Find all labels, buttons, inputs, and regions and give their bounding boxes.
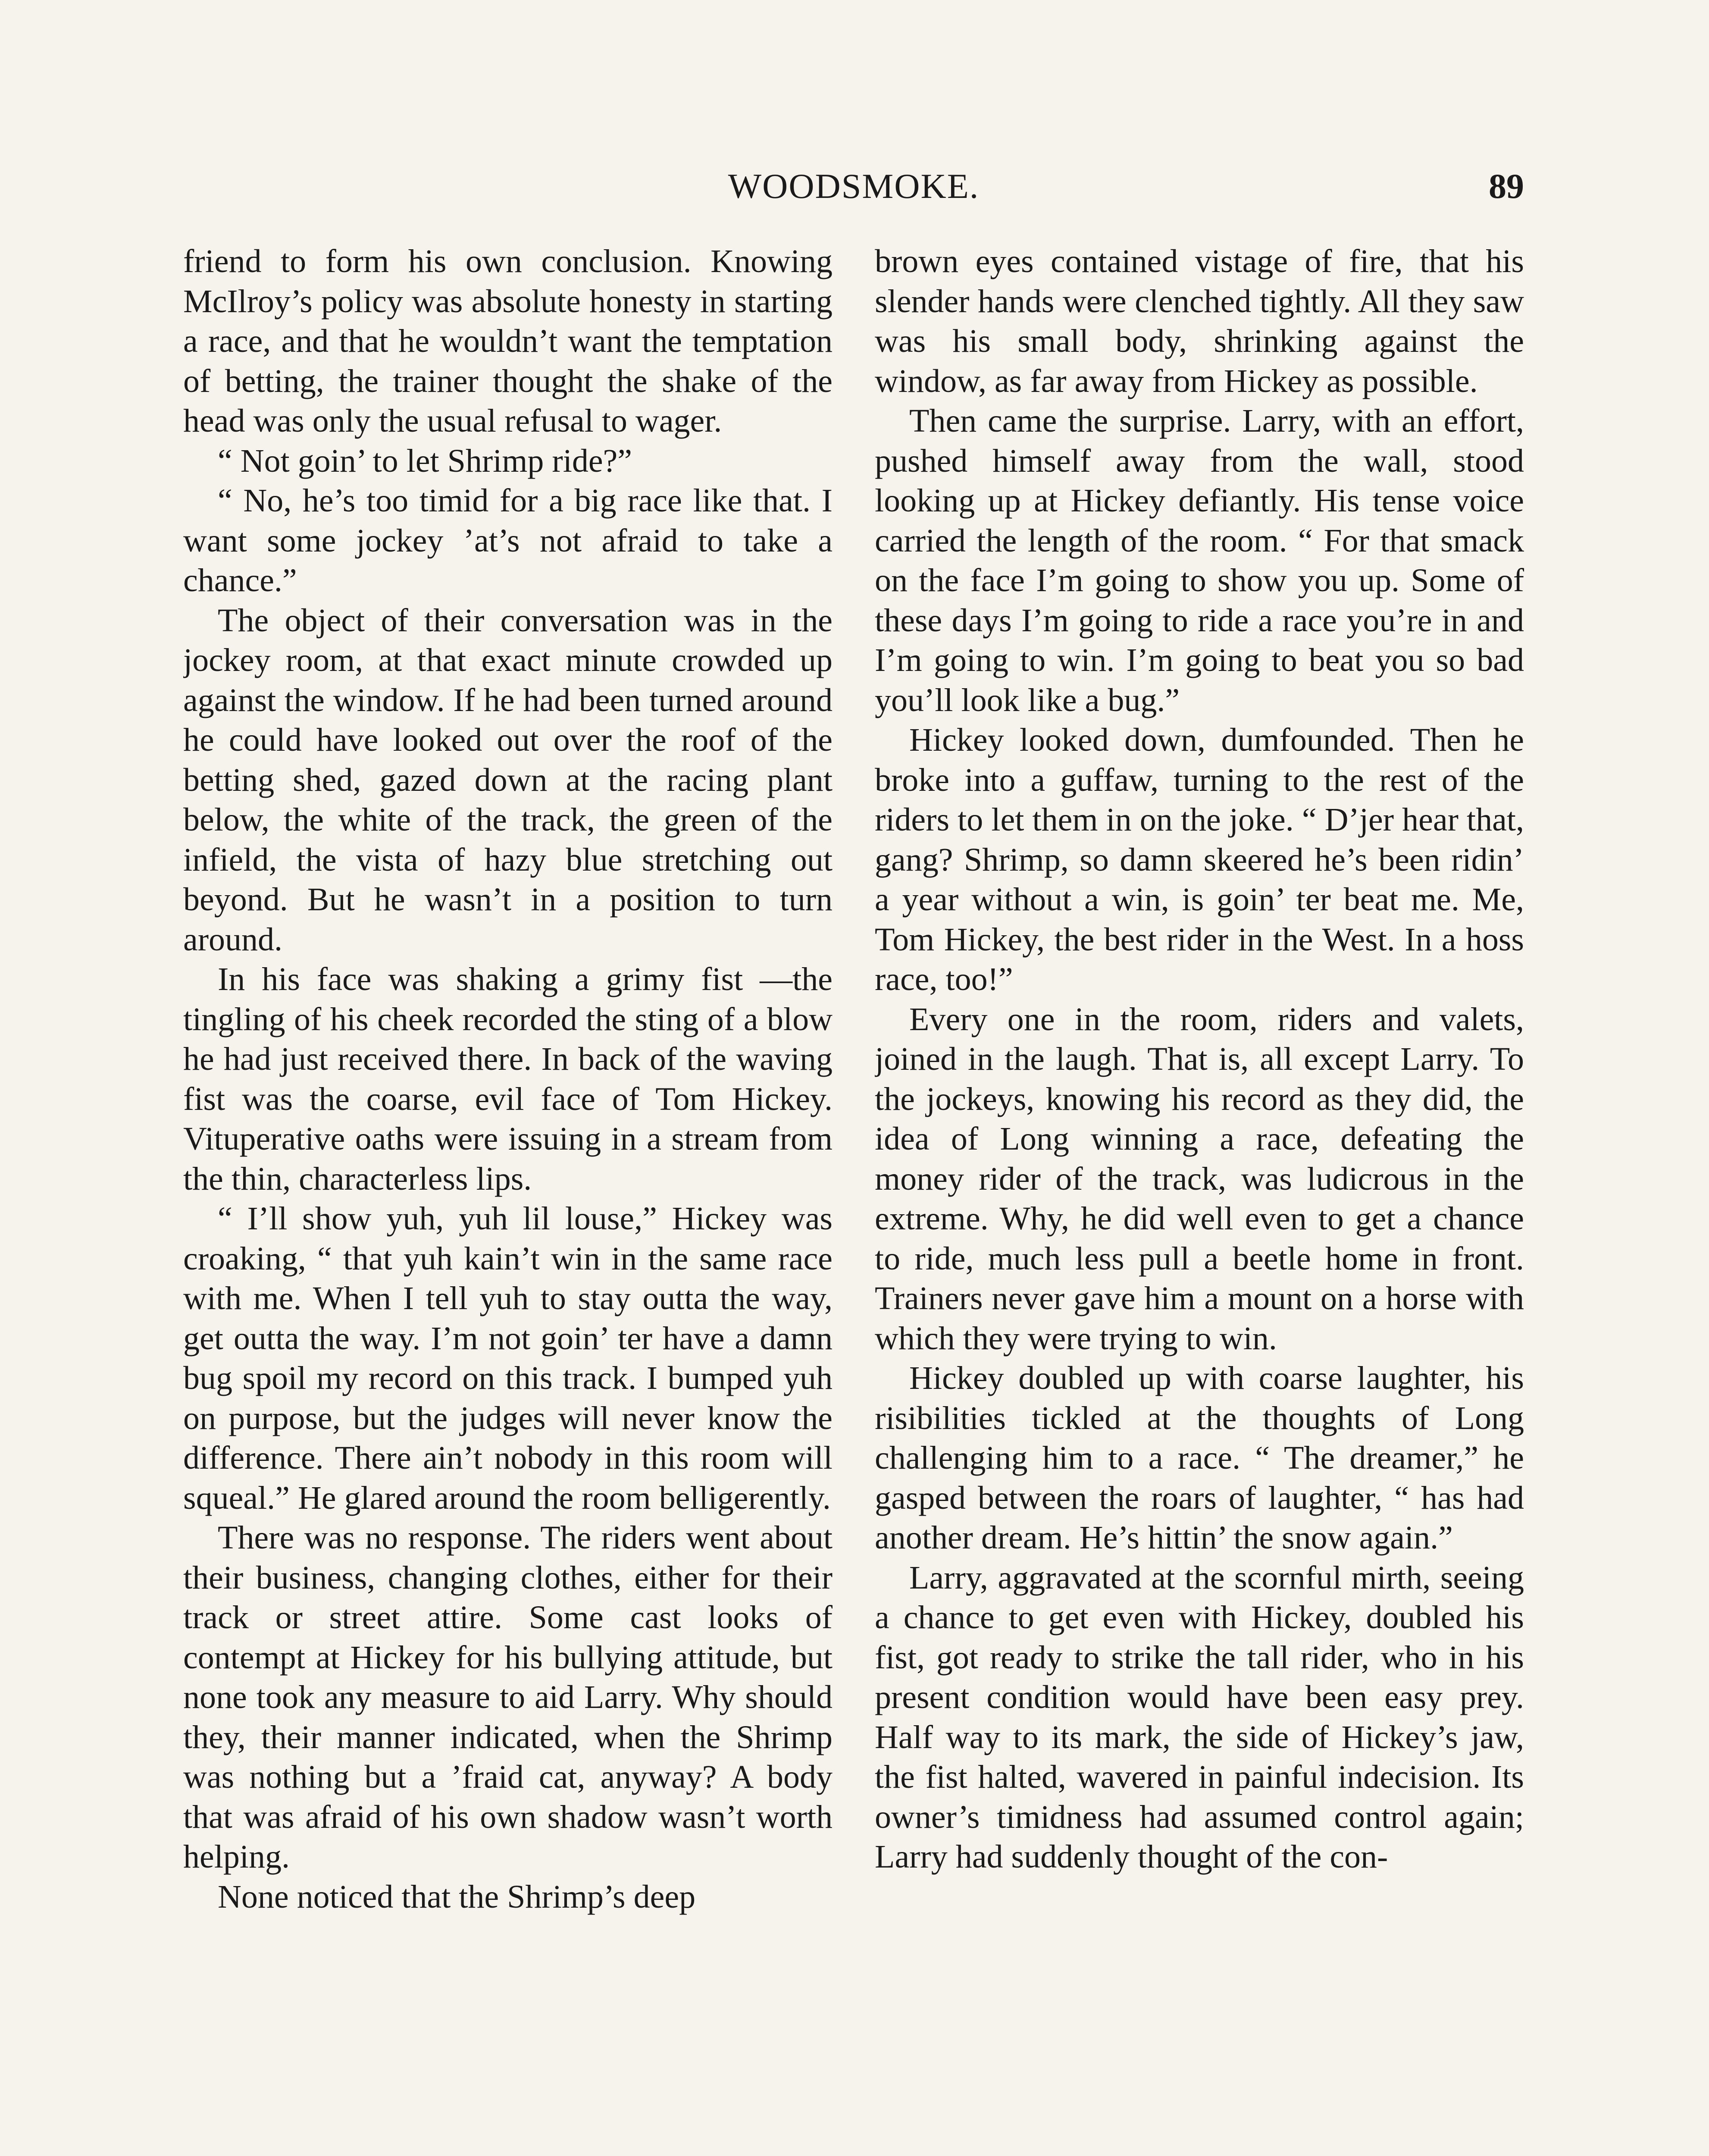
paragraph: There was no response. The riders went about their business, changing clothes, either for their track or street attire. Some cast looks of contempt at Hickey for his bullying attitude, but none took any measure to aid Larry. Why should they, their manner indicated, when the Shrimp was nothing but a ’fraid cat, anyway? A body that was afraid of his own shadow wasn’t worth helping. xyxy=(183,1520,833,1875)
page-header xyxy=(183,166,1524,218)
paragraph: Hickey looked down, dumfounded. Then he broke into a guffaw, turning to the rest of the riders to let them in on the joke. “ D’jer hear that, gang? Shrimp, so damn skeered he’s been ridin’ a year without a win, is goin’ ter beat me. Me, Tom Hickey, the best rider in the West. In a hoss race, too!” xyxy=(875,722,1524,997)
right-column xyxy=(875,241,1524,2156)
left-column xyxy=(183,241,833,2156)
paragraph: Every one in the room, riders and valets, joined in the laugh. That is, all except Larry. To the jockeys, knowing his record as they did, the idea of Long winning a race, defeating the money rider of the track, was ludicrous in the extreme. Why, he did well even to get a chance to ride, much less pull a beetle home in front. Trainers never gave him a mount on a horse with which they were trying to win. xyxy=(875,1001,1524,1357)
paragraph: Hickey doubled up with coarse laughter, his risibilities tickled at the thoughts of Long challenging him to a race. “ The dreamer,” he gasped between the roars of laughter, “ has had another dream. He’s hittin’ the snow again.” xyxy=(875,1360,1524,1556)
paragraph: Larry, aggravated at the scornful mirth, seeing a chance to get even with Hickey, doubled his fist, got ready to strike the tall rider, who in his present condition would have been easy prey. Half way to its mark, the side of Hickey’s jaw, the fist halted, wavered in painful indecision. Its owner’s timidness had assumed control again; Larry had suddenly thought of the con- xyxy=(875,1559,1524,1875)
paragraph: The object of their conversation was in the jockey room, at that exact minute crowded up against the window. If he had been turned around he could have looked out over the roof of the betting shed, gazed down at the racing plant below, the white of the track, the green of the infield, the vista of hazy blue stretching out beyond. But he wasn’t in a position to turn around. xyxy=(183,602,833,958)
paragraph: None noticed that the Shrimp’s deep xyxy=(218,1878,696,1915)
text-columns xyxy=(183,241,1524,2156)
paragraph: “ No, he’s too timid for a big race like that. I want some jockey ’at’s not afraid to take a chance.” xyxy=(183,483,833,599)
page-number: 89 xyxy=(1489,166,1524,206)
paragraph: “ Not goin’ to let Shrimp ride?” xyxy=(218,442,632,479)
paragraph: In his face was shaking a grimy fist —the tingling of his cheek recorded the sting of a blow he had just received there. In back of the waving fist was the coarse, evil face of Tom Hickey. Vituperative oaths were issuing in a stream from the thin, characterless lips. xyxy=(183,961,833,1197)
paragraph: brown eyes contained vistage of fire, that his slender hands were clenched tightly. All they saw was his small body, shrinking against the window, as far away from Hickey as possible. xyxy=(875,243,1524,399)
paragraph: Then came the surprise. Larry, with an effort, pushed himself away from the wall, stood looking up at Hickey defiantly. His tense voice carried the length of the room. “ For that smack on the face I’m going to show you up. Some of these days I’m going to ride a race you’re in and I’m going to win. I’m going to beat you so bad you’ll look like a bug.” xyxy=(875,403,1524,718)
paragraph: “ I’ll show yuh, yuh lil louse,” Hickey was croaking, “ that yuh kain’t win in the same race with me. When I tell yuh to stay outta the way, get outta the way. I’m not goin’ ter have a damn bug spoil my record on this track. I bumped yuh on purpose, but the judges will never know the difference. There ain’t nobody in this room will squeal.” He glared around the room belligerently. xyxy=(183,1200,833,1516)
running-head: WOODSMOKE. xyxy=(728,166,980,206)
paragraph: friend to form his own conclusion. Knowing McIlroy’s policy was absolute honesty in starting a race, and that he wouldn’t want the temptation of betting, the trainer thought the shake of the head was only the usual refusal to wager. xyxy=(183,243,833,439)
